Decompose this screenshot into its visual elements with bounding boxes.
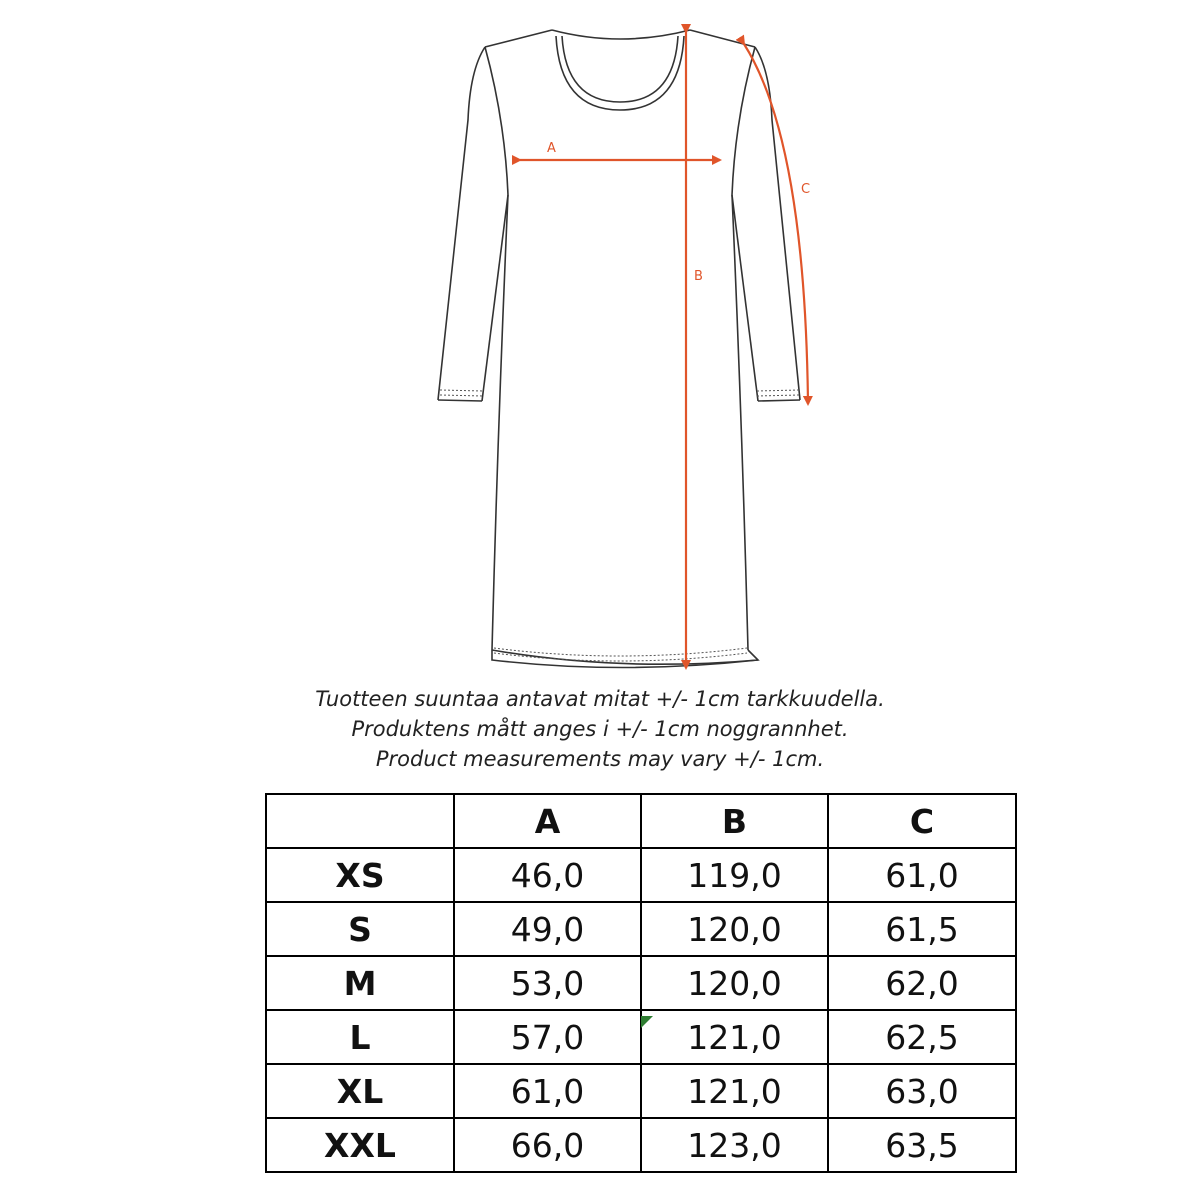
- measure-lines: [520, 32, 811, 668]
- size-table: [265, 793, 1017, 1173]
- hem-edge: [492, 650, 758, 668]
- table-row: [266, 1118, 1016, 1172]
- stitch-left-cuff-2: [440, 395, 483, 396]
- value-c: 62,0: [828, 956, 1016, 1010]
- value-a: 61,0: [454, 1064, 641, 1118]
- value-c: 61,0: [828, 848, 1016, 902]
- neckline-outer: [552, 30, 690, 39]
- shoulder-left: [485, 30, 552, 47]
- value-a: 57,0: [454, 1010, 641, 1064]
- value-a: 46,0: [454, 848, 641, 902]
- table-row: [266, 902, 1016, 956]
- value-c: 61,5: [828, 902, 1016, 956]
- measure-a-label: A: [547, 141, 556, 156]
- dress-outline: [438, 30, 800, 668]
- note-english: Product measurements may vary +/- 1cm.: [375, 747, 825, 771]
- stitch-right-cuff-1: [757, 390, 799, 391]
- armhole-right: [732, 47, 755, 195]
- value-b: 123,0: [641, 1118, 828, 1172]
- size-label: XS: [266, 848, 454, 902]
- neckline-inner: [556, 36, 684, 110]
- note-swedish: Produktens mått anges i +/- 1cm noggrannhet.: [351, 717, 849, 741]
- stitch-left-cuff-1: [440, 390, 483, 391]
- measure-b-label: B: [694, 269, 703, 284]
- value-a: 49,0: [454, 902, 641, 956]
- header-a: A: [454, 794, 641, 848]
- stitch-right-cuff-2: [757, 395, 799, 396]
- size-label: XXL: [266, 1118, 454, 1172]
- header-size: [266, 794, 454, 848]
- size-label: L: [266, 1010, 454, 1064]
- cell-corner-marker: [641, 1016, 653, 1028]
- value-c: 62,5: [828, 1010, 1016, 1064]
- measure-c-line: [744, 44, 811, 404]
- note-finnish: Tuotteen suuntaa antavat mitat +/- 1cm tarkkuudella.: [315, 687, 885, 711]
- value-c: 63,5: [828, 1118, 1016, 1172]
- armhole-left: [485, 47, 508, 195]
- table-row: [266, 956, 1016, 1010]
- size-label: S: [266, 902, 454, 956]
- sleeve-left-outer: [438, 47, 485, 400]
- header-b: B: [641, 794, 828, 848]
- measure-c-label: C: [801, 182, 811, 197]
- header-c: C: [828, 794, 1016, 848]
- value-a: 53,0: [454, 956, 641, 1010]
- size-label: M: [266, 956, 454, 1010]
- sleeve-left-cuff: [438, 400, 482, 401]
- value-b: 121,0: [641, 1010, 828, 1064]
- table-header-row: [266, 794, 1016, 848]
- value-b: 120,0: [641, 956, 828, 1010]
- sleeve-right-outer: [755, 47, 800, 400]
- table-row: [266, 848, 1016, 902]
- value-a: 66,0: [454, 1118, 641, 1172]
- stitch-hem-1: [494, 648, 747, 656]
- table-row: [266, 1064, 1016, 1118]
- stitch-hem-2: [494, 653, 747, 661]
- value-b: 121,0: [641, 1064, 828, 1118]
- neckline-rib: [562, 36, 678, 102]
- hem: [492, 650, 758, 664]
- value-b: 119,0: [641, 848, 828, 902]
- value-c: 63,0: [828, 1064, 1016, 1118]
- value-b: 120,0: [641, 902, 828, 956]
- sleeve-right-cuff: [758, 400, 800, 401]
- size-label: XL: [266, 1064, 454, 1118]
